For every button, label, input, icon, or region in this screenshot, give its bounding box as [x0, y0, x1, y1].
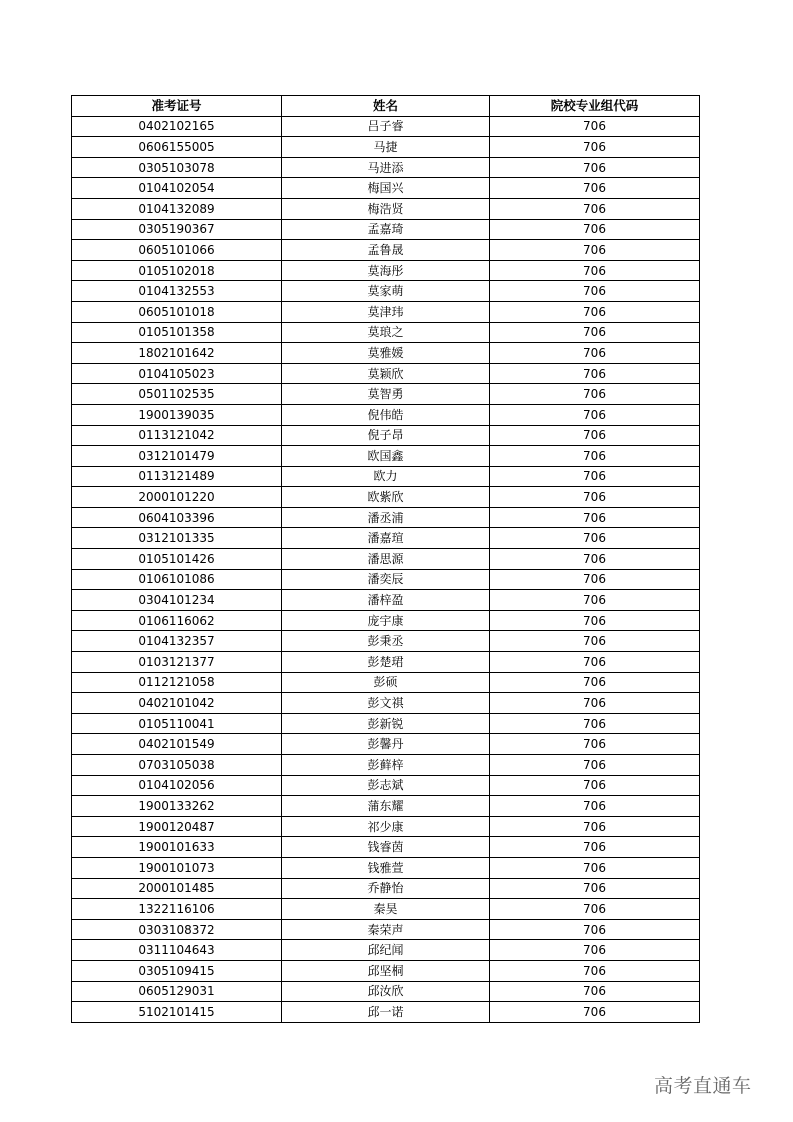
watermark-text: 高考直通车 — [654, 1075, 752, 1097]
group-code-cell: 706 — [490, 652, 700, 673]
table-body — [72, 116, 700, 1022]
name-cell: 彭新锐 — [282, 713, 490, 734]
name-cell: 莫家萌 — [282, 281, 490, 302]
group-code-cell: 706 — [490, 857, 700, 878]
name-cell: 邱纪闻 — [282, 940, 490, 961]
group-code-cell: 706 — [490, 899, 700, 920]
name-cell: 祁少康 — [282, 816, 490, 837]
name-cell: 梅国兴 — [282, 178, 490, 199]
group-code-cell: 706 — [490, 796, 700, 817]
group-code-cell: 706 — [490, 322, 700, 343]
group-code-cell: 706 — [490, 713, 700, 734]
table-row — [72, 507, 700, 528]
table-row — [72, 837, 700, 858]
table-row — [72, 425, 700, 446]
exam-id-cell: 1900120487 — [72, 816, 282, 837]
exam-id-cell: 0312101479 — [72, 446, 282, 467]
name-cell: 莫智勇 — [282, 384, 490, 405]
exam-id-cell: 0105101426 — [72, 549, 282, 570]
name-cell: 潘丞浦 — [282, 507, 490, 528]
exam-id-cell: 0402102165 — [72, 116, 282, 137]
header-row — [72, 96, 700, 117]
group-code-cell: 706 — [490, 301, 700, 322]
exam-id-cell: 0311104643 — [72, 940, 282, 961]
table-row — [72, 796, 700, 817]
group-code-cell: 706 — [490, 816, 700, 837]
name-cell: 彭文祺 — [282, 693, 490, 714]
table-row — [72, 652, 700, 673]
exam-id-cell: 0104132357 — [72, 631, 282, 652]
admission-list-sheet — [71, 95, 699, 1023]
group-code-cell: 706 — [490, 878, 700, 899]
exam-id-cell: 0106101086 — [72, 569, 282, 590]
table-row — [72, 878, 700, 899]
name-cell: 潘嘉瑄 — [282, 528, 490, 549]
group-code-cell: 706 — [490, 528, 700, 549]
table-row — [72, 384, 700, 405]
table-row — [72, 260, 700, 281]
group-code-cell: 706 — [490, 219, 700, 240]
name-cell: 莫海彤 — [282, 260, 490, 281]
table-row — [72, 240, 700, 261]
name-cell: 钱睿茵 — [282, 837, 490, 858]
group-code-cell: 706 — [490, 775, 700, 796]
exam-id-cell: 1900139035 — [72, 404, 282, 425]
name-cell: 庞宇康 — [282, 610, 490, 631]
group-code-cell: 706 — [490, 425, 700, 446]
table-row — [72, 487, 700, 508]
group-code-cell: 706 — [490, 672, 700, 693]
name-cell: 钱雅萱 — [282, 857, 490, 878]
group-code-cell: 706 — [490, 590, 700, 611]
header-name: 姓名 — [282, 96, 490, 117]
exam-id-cell: 0312101335 — [72, 528, 282, 549]
header-exam-id: 准考证号 — [72, 96, 282, 117]
table-row — [72, 775, 700, 796]
table-row — [72, 899, 700, 920]
exam-id-cell: 2000101485 — [72, 878, 282, 899]
name-cell: 潘梓盈 — [282, 590, 490, 611]
group-code-cell: 706 — [490, 569, 700, 590]
name-cell: 马进添 — [282, 157, 490, 178]
name-cell: 孟鲁晟 — [282, 240, 490, 261]
table-row — [72, 343, 700, 364]
name-cell: 莫颖欣 — [282, 363, 490, 384]
group-code-cell: 706 — [490, 466, 700, 487]
table-row — [72, 857, 700, 878]
name-cell: 莫雅媛 — [282, 343, 490, 364]
table-row — [72, 569, 700, 590]
exam-id-cell: 0304101234 — [72, 590, 282, 611]
table-header — [72, 96, 700, 117]
name-cell: 秦荣声 — [282, 919, 490, 940]
table-row — [72, 219, 700, 240]
group-code-cell: 706 — [490, 981, 700, 1002]
table-row — [72, 446, 700, 467]
table-row — [72, 960, 700, 981]
name-cell: 莫琅之 — [282, 322, 490, 343]
group-code-cell: 706 — [490, 693, 700, 714]
exam-id-cell: 0104102054 — [72, 178, 282, 199]
exam-id-cell: 0105102018 — [72, 260, 282, 281]
exam-id-cell: 0105101358 — [72, 322, 282, 343]
exam-id-cell: 2000101220 — [72, 487, 282, 508]
group-code-cell: 706 — [490, 940, 700, 961]
table-row — [72, 590, 700, 611]
table-row — [72, 178, 700, 199]
exam-id-cell: 0305103078 — [72, 157, 282, 178]
table-row — [72, 981, 700, 1002]
group-code-cell: 706 — [490, 404, 700, 425]
exam-id-cell: 0605129031 — [72, 981, 282, 1002]
group-code-cell: 706 — [490, 734, 700, 755]
name-cell: 蒲东耀 — [282, 796, 490, 817]
table-row — [72, 631, 700, 652]
exam-id-cell: 0104102056 — [72, 775, 282, 796]
group-code-cell: 706 — [490, 384, 700, 405]
group-code-cell: 706 — [490, 919, 700, 940]
exam-id-cell: 0303108372 — [72, 919, 282, 940]
table-row — [72, 528, 700, 549]
name-cell: 乔静怡 — [282, 878, 490, 899]
name-cell: 邱坚桐 — [282, 960, 490, 981]
name-cell: 邱汝欣 — [282, 981, 490, 1002]
table-row — [72, 755, 700, 776]
exam-id-cell: 0104132553 — [72, 281, 282, 302]
exam-id-cell: 0402101549 — [72, 734, 282, 755]
group-code-cell: 706 — [490, 157, 700, 178]
group-code-cell: 706 — [490, 363, 700, 384]
exam-id-cell: 0103121377 — [72, 652, 282, 673]
group-code-cell: 706 — [490, 343, 700, 364]
name-cell: 彭藓梓 — [282, 755, 490, 776]
exam-id-cell: 0113121489 — [72, 466, 282, 487]
group-code-cell: 706 — [490, 137, 700, 158]
group-code-cell: 706 — [490, 281, 700, 302]
exam-id-cell: 1322116106 — [72, 899, 282, 920]
exam-id-cell: 0105110041 — [72, 713, 282, 734]
exam-id-cell: 5102101415 — [72, 1002, 282, 1023]
name-cell: 莫津玮 — [282, 301, 490, 322]
table-row — [72, 713, 700, 734]
exam-id-cell: 0113121042 — [72, 425, 282, 446]
exam-id-cell: 0606155005 — [72, 137, 282, 158]
group-code-cell: 706 — [490, 446, 700, 467]
table-row — [72, 940, 700, 961]
name-cell: 孟嘉琦 — [282, 219, 490, 240]
table-row — [72, 322, 700, 343]
name-cell: 秦昊 — [282, 899, 490, 920]
table-row — [72, 672, 700, 693]
name-cell: 倪伟皓 — [282, 404, 490, 425]
name-cell: 马捷 — [282, 137, 490, 158]
group-code-cell: 706 — [490, 178, 700, 199]
group-code-cell: 706 — [490, 260, 700, 281]
exam-id-cell: 0305190367 — [72, 219, 282, 240]
table-row — [72, 281, 700, 302]
table-row — [72, 301, 700, 322]
table-row — [72, 466, 700, 487]
table-row — [72, 404, 700, 425]
admission-table — [71, 95, 700, 1023]
table-row — [72, 1002, 700, 1023]
name-cell: 邱一诺 — [282, 1002, 490, 1023]
name-cell: 吕子睿 — [282, 116, 490, 137]
table-row — [72, 693, 700, 714]
exam-id-cell: 0104105023 — [72, 363, 282, 384]
table-row — [72, 198, 700, 219]
exam-id-cell: 0112121058 — [72, 672, 282, 693]
group-code-cell: 706 — [490, 116, 700, 137]
name-cell: 欧紫欣 — [282, 487, 490, 508]
table-row — [72, 116, 700, 137]
name-cell: 欧力 — [282, 466, 490, 487]
group-code-cell: 706 — [490, 549, 700, 570]
name-cell: 彭秉丞 — [282, 631, 490, 652]
group-code-cell: 706 — [490, 487, 700, 508]
group-code-cell: 706 — [490, 198, 700, 219]
exam-id-cell: 0501102535 — [72, 384, 282, 405]
table-row — [72, 363, 700, 384]
table-row — [72, 157, 700, 178]
exam-id-cell: 0703105038 — [72, 755, 282, 776]
table-row — [72, 734, 700, 755]
group-code-cell: 706 — [490, 1002, 700, 1023]
table-row — [72, 549, 700, 570]
name-cell: 梅浩贤 — [282, 198, 490, 219]
exam-id-cell: 0106116062 — [72, 610, 282, 631]
table-row — [72, 137, 700, 158]
name-cell: 彭硕 — [282, 672, 490, 693]
name-cell: 潘奕辰 — [282, 569, 490, 590]
group-code-cell: 706 — [490, 631, 700, 652]
table-row — [72, 610, 700, 631]
exam-id-cell: 1802101642 — [72, 343, 282, 364]
name-cell: 倪子昂 — [282, 425, 490, 446]
exam-id-cell: 0104132089 — [72, 198, 282, 219]
exam-id-cell: 1900101073 — [72, 857, 282, 878]
group-code-cell: 706 — [490, 755, 700, 776]
table-row — [72, 816, 700, 837]
group-code-cell: 706 — [490, 507, 700, 528]
exam-id-cell: 0605101066 — [72, 240, 282, 261]
group-code-cell: 706 — [490, 240, 700, 261]
group-code-cell: 706 — [490, 610, 700, 631]
exam-id-cell: 0605101018 — [72, 301, 282, 322]
name-cell: 彭楚珺 — [282, 652, 490, 673]
exam-id-cell: 0402101042 — [72, 693, 282, 714]
group-code-cell: 706 — [490, 837, 700, 858]
exam-id-cell: 0305109415 — [72, 960, 282, 981]
table-row — [72, 919, 700, 940]
name-cell: 潘思源 — [282, 549, 490, 570]
group-code-cell: 706 — [490, 960, 700, 981]
exam-id-cell: 1900133262 — [72, 796, 282, 817]
name-cell: 彭馨丹 — [282, 734, 490, 755]
exam-id-cell: 1900101633 — [72, 837, 282, 858]
header-group-code: 院校专业组代码 — [490, 96, 700, 117]
exam-id-cell: 0604103396 — [72, 507, 282, 528]
name-cell: 欧国鑫 — [282, 446, 490, 467]
name-cell: 彭志斌 — [282, 775, 490, 796]
